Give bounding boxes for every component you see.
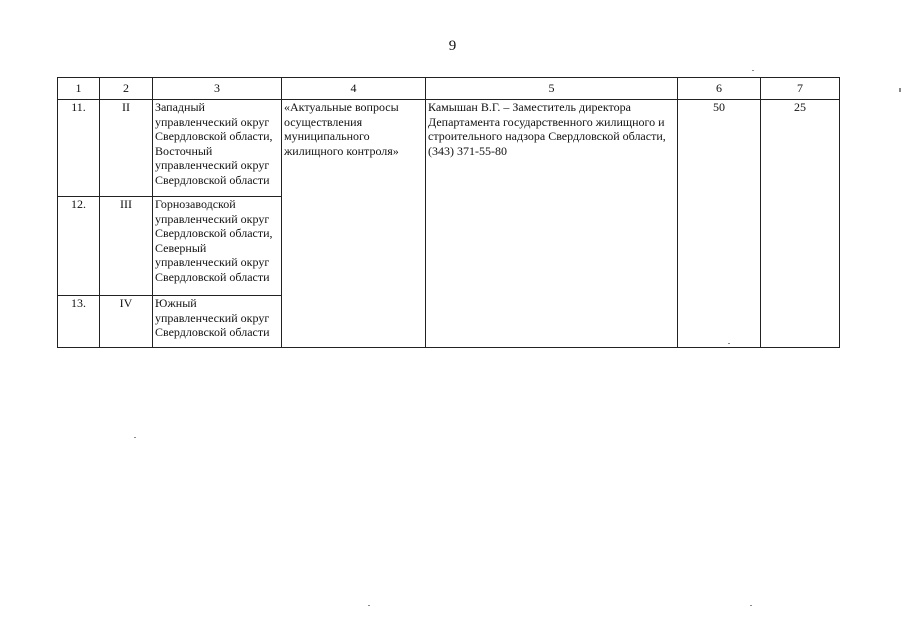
header-col-4: 4 (282, 78, 426, 100)
district-cell: Западный управленческий округ Свердловской области, Восточный управленческий округ Свердловской области (153, 100, 282, 197)
row-number: 12. (58, 197, 100, 296)
header-col-3: 3 (153, 78, 282, 100)
row-number: 11. (58, 100, 100, 197)
scan-speck (368, 605, 370, 606)
col6-value: 50 (678, 100, 761, 348)
col7-value: 25 (761, 100, 840, 348)
topic-cell: «Актуальные вопросы осуществления муниципального жилищного контроля» (282, 100, 426, 348)
header-row (58, 78, 840, 100)
header-col-7: 7 (761, 78, 840, 100)
scan-speck (899, 88, 901, 92)
zone-number: II (100, 100, 153, 197)
zone-number: III (100, 197, 153, 296)
scan-speck (728, 343, 730, 344)
header-col-5: 5 (426, 78, 678, 100)
district-cell: Южный управленческий округ Свердловской области (153, 296, 282, 348)
scan-speck (752, 70, 754, 71)
page-number: 9 (448, 38, 457, 54)
header-col-2: 2 (100, 78, 153, 100)
row-number: 13. (58, 296, 100, 348)
scan-speck (134, 437, 136, 438)
table-row (58, 100, 840, 197)
header-col-6: 6 (678, 78, 761, 100)
speaker-cell: Камышан В.Г. – Заместитель директора Департамента государственного жилищного и строительного надзора Свердловской области, (343) 371-55-80 (426, 100, 678, 348)
district-cell: Горнозаводской управленческий округ Свердловской области, Северный управленческий округ Свердловской области (153, 197, 282, 296)
zone-number: IV (100, 296, 153, 348)
header-col-1: 1 (58, 78, 100, 100)
schedule-table (57, 77, 840, 348)
scan-speck (750, 605, 752, 606)
